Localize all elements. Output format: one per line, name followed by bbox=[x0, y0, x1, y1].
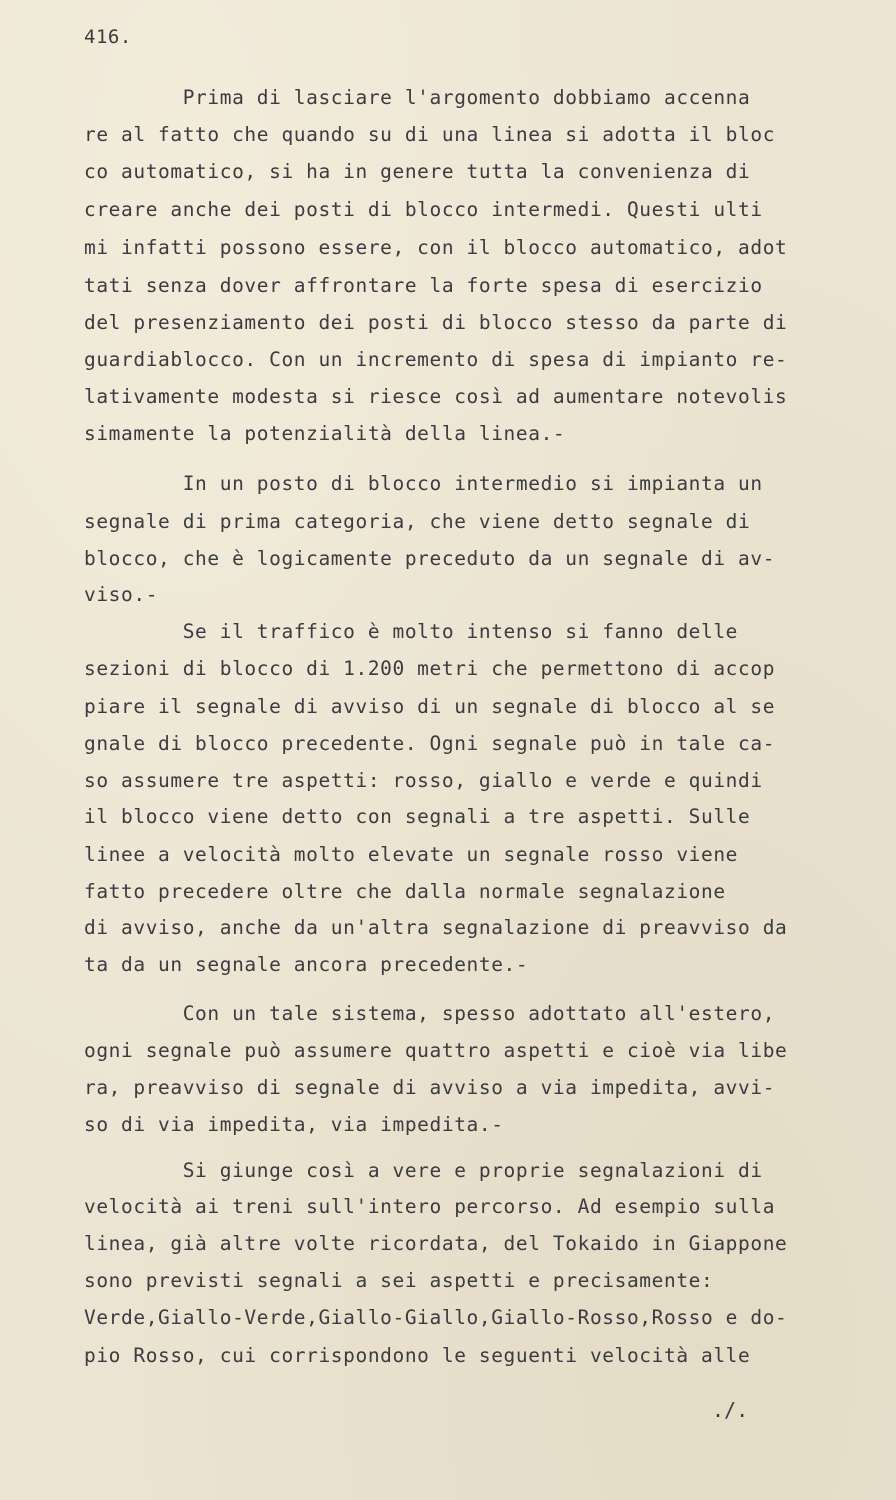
continuation-mark: ./. bbox=[712, 1398, 749, 1422]
text-line: creare anche dei posti di blocco intermedi. Questi ulti bbox=[84, 198, 763, 221]
text-line: gnale di blocco precedente. Ogni segnale può in tale ca- bbox=[84, 732, 776, 755]
text-line: velocità ai treni sull'intero percorso. Ad esempio sulla bbox=[84, 1195, 776, 1218]
text-line: ra, preavviso di segnale di avviso a via impedita, avvi- bbox=[84, 1076, 776, 1099]
text-line: segnale di prima categoria, che viene detto segnale di bbox=[84, 510, 751, 533]
text-line: tati senza dover affrontare la forte spesa di esercizio bbox=[84, 274, 763, 297]
text-line: guardiablocco. Con un incremento di spesa di impianto re- bbox=[84, 348, 788, 371]
text-line: linee a velocità molto elevate un segnale rosso viene bbox=[84, 843, 739, 866]
text-line: so assumere tre aspetti: rosso, giallo e verde e quindi bbox=[84, 769, 763, 792]
text-line: ta da un segnale ancora precedente.- bbox=[84, 953, 529, 976]
text-line: Prima di lasciare l'argomento dobbiamo accenna bbox=[84, 86, 751, 109]
text-line: simamente la potenzialità della linea.- bbox=[84, 422, 566, 445]
text-line: In un posto di blocco intermedio si impianta un bbox=[84, 472, 763, 495]
text-line: fatto precedere oltre che dalla normale segnalazione bbox=[84, 880, 726, 903]
text-line: Se il traffico è molto intenso si fanno delle bbox=[84, 620, 739, 643]
text-line: Con un tale sistema, spesso adottato all'estero, bbox=[84, 1002, 776, 1025]
text-line: mi infatti possono essere, con il blocco automatico, adot bbox=[84, 236, 788, 259]
text-line: co automatico, si ha in genere tutta la convenienza di bbox=[84, 160, 751, 183]
text-line: blocco, che è logicamente preceduto da un segnale di av- bbox=[84, 547, 776, 570]
text-line: viso.- bbox=[84, 583, 159, 606]
text-line: Si giunge così a vere e proprie segnalazioni di bbox=[84, 1159, 763, 1182]
text-line: sezioni di blocco di 1.200 metri che permettono di accop bbox=[84, 657, 776, 680]
text-line: del presenziamento dei posti di blocco stesso da parte di bbox=[84, 311, 788, 334]
text-line: sono previsti segnali a sei aspetti e precisamente: bbox=[84, 1269, 714, 1292]
text-line: ogni segnale può assumere quattro aspetti e cioè via libe bbox=[84, 1039, 788, 1062]
page-number: 416. bbox=[84, 26, 132, 48]
text-line: piare il segnale di avviso di un segnale di blocco al se bbox=[84, 695, 776, 718]
text-line: pio Rosso, cui corrispondono le seguenti velocità alle bbox=[84, 1344, 751, 1367]
text-line: linea, già altre volte ricordata, del Tokaido in Giappone bbox=[84, 1232, 788, 1255]
text-line: lativamente modesta si riesce così ad aumentare notevolis bbox=[84, 385, 788, 408]
text-line: il blocco viene detto con segnali a tre aspetti. Sulle bbox=[84, 805, 751, 828]
text-line: Verde,Giallo-Verde,Giallo-Giallo,Giallo-Rosso,Rosso e do- bbox=[84, 1306, 788, 1329]
text-line: re al fatto che quando su di una linea si adotta il bloc bbox=[84, 123, 776, 146]
text-line: di avviso, anche da un'altra segnalazione di preavviso da bbox=[84, 916, 788, 939]
text-line: so di via impedita, via impedita.- bbox=[84, 1113, 504, 1136]
